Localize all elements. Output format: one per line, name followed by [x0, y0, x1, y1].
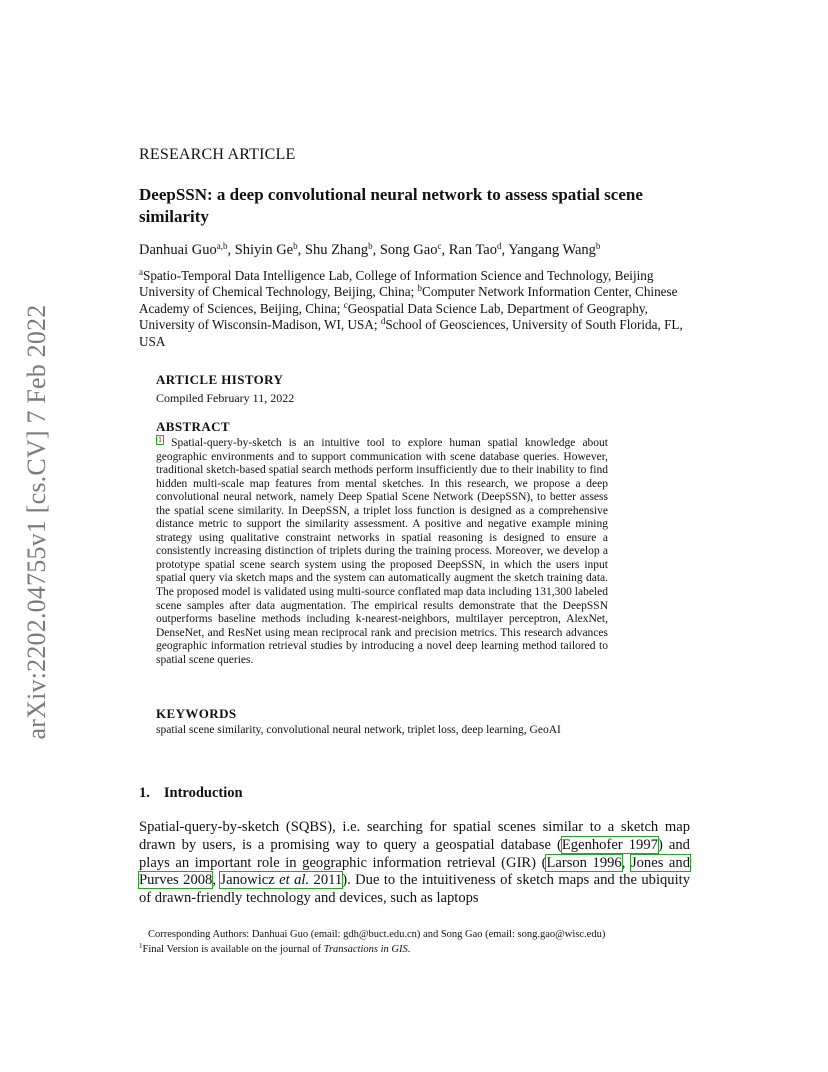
- introduction-text: ). Due to the intuitiveness of sketch maps and the ubiquity of drawn-friendly technology and devices, such as laptops: [139, 872, 691, 907]
- footnote-link[interactable]: 1: [158, 435, 162, 444]
- footnotes: [139, 928, 699, 957]
- author-affiliation-mark: c: [437, 241, 442, 251]
- author-name: Yangang Wang: [508, 242, 596, 258]
- keywords-heading: KEYWORDS: [156, 706, 237, 721]
- author-name: Danhuai Guo: [139, 242, 217, 258]
- arxiv-stamp: [22, 292, 52, 752]
- affiliation-text: School of Geosciences, University of South Florida, FL, USA: [139, 317, 683, 349]
- affiliation-key: a: [139, 267, 143, 277]
- introduction-text: ,: [212, 872, 221, 889]
- section-title: Introduction: [163, 785, 243, 801]
- abstract: [156, 419, 608, 667]
- author-affiliation-mark: d: [496, 241, 502, 251]
- author-name: Shu Zhang: [304, 242, 369, 258]
- compiled-date: Compiled February 11, 2022: [156, 391, 295, 405]
- author-affiliation-mark: a,b: [216, 241, 228, 251]
- author-affiliation-mark: b: [293, 241, 298, 251]
- author-name: Song Gao: [379, 242, 438, 258]
- citation-link[interactable]: Egenhofer 1997: [561, 836, 658, 853]
- corresponding-authors-note: Corresponding Authors: Danhuai Guo (email: gdh@buct.edu.cn) and Song Gao (email: song.gao@wisc.edu): [148, 929, 606, 940]
- abstract-body: Spatial-query-by-sketch is an intuitive tool to explore human spatial knowledge about geographic environments and to support communication with scene database queries. However, traditional sketch-based spatial search methods perform insufficiently due to their inability to find hidden multi-scale map features from mental sketches. In this research, we propose a deep convolutional neural network, namely Deep Spatial Scene Network (DeepSSN), to better assess the spatial scene similarity. In DeepSSN, a triplet loss function is designed as a comprehensive distance metric to support the similarity assessment. A positive and negative example mining strategy using qualitative constraint networks in spatial reasoning is designed to ensure a consistently increasing distinction of triplets during the training process. Moreover, we develop a prototype spatial scene search system using the proposed DeepSSN, in which the users input spatial query via sketch maps and the system can automatically augment the sketch training data. The proposed model is validated using multi-source conflated map data including 131,300 labeled scene samples after data augmentation. The empirical results demonstrate that the DeepSSN outperforms baseline methods including k-nearest-neighbors, multilayer perceptron, AlexNet, DenseNet, and ResNet using mean reciprocal rank and precision metrics. This research advances geographic information retrieval studies by introducing a novel deep learning method tailored to spatial scene queries.: [156, 437, 608, 666]
- footnote-pre: Final Version is available on the journal of: [142, 943, 324, 955]
- affiliation-text: Computer Network Information Center, Chinese Academy of Sciences, Beijing, China;: [139, 284, 678, 316]
- abstract-heading: ABSTRACT: [156, 419, 230, 434]
- author: [508, 242, 600, 258]
- article-label: RESEARCH ARTICLE: [139, 146, 296, 163]
- citation-link[interactable]: Jones and Purves 2008: [139, 854, 690, 889]
- article-history: [156, 372, 626, 406]
- footnote-1: [139, 943, 699, 958]
- author-name: Ran Tao: [448, 242, 497, 258]
- section-heading-introduction: [139, 785, 243, 802]
- affiliation-key: d: [380, 316, 386, 327]
- abstract-text: [156, 435, 608, 667]
- footnote-post: .: [407, 943, 411, 955]
- journal-name: Transactions in GIS: [323, 943, 408, 955]
- author: [139, 242, 227, 258]
- footnote-mark: 1: [139, 941, 143, 950]
- author: [305, 242, 373, 258]
- section-number: 1.: [139, 785, 150, 801]
- keywords-text: spatial scene similarity, convolutional neural network, triplet loss, deep learning, GeoAI: [156, 724, 561, 736]
- affiliation-text: Geospatial Data Science Lab, Department of Geography, University of Wisconsin-Madison, WI, USA;: [139, 300, 648, 333]
- introduction-text: Spatial-query-by-sketch (SQBS), i.e. searching for spatial scenes similar to a sketch map drawn by users, is a promising way to query a geospatial database (: [139, 819, 690, 853]
- introduction-text: ) and plays an important role in geographic information retrieval (GIR) (: [139, 836, 690, 871]
- paper-title: DeepSSN: a deep convolutional neural network to assess spatial scene similarity: [139, 185, 643, 226]
- citation-link[interactable]: Janowicz et al. 2011: [220, 872, 343, 889]
- affiliation-key: b: [417, 283, 423, 294]
- author: [235, 242, 298, 258]
- author-name: Shiyin Ge: [234, 242, 294, 258]
- author: [449, 242, 502, 258]
- affiliation-text: Spatio-Temporal Data Intelligence Lab, College of Information Science and Technology, Beijing University of Chemical Technology, Beijing, China;: [139, 268, 654, 300]
- citation-link[interactable]: Larson 1996: [546, 854, 622, 871]
- introduction-paragraph: [139, 819, 690, 908]
- keywords: [156, 706, 608, 737]
- introduction-text: ,: [621, 854, 631, 871]
- author: [380, 242, 442, 258]
- article-history-heading: ARTICLE HISTORY: [156, 372, 284, 387]
- affiliation-key: c: [343, 299, 348, 310]
- author-list: Danhuai Guo$^{a,b}$, Shiyin Ge$^b$, Shu Zhang$^b$, Song Gao$^c$, Ran Tao$^d$, Yangang Wang$^b$: [139, 241, 601, 258]
- author-affiliation-mark: b: [368, 241, 373, 251]
- affiliations: [139, 268, 691, 350]
- arxiv-id: arXiv:2202.04755v1 [cs.CV] 7 Feb 2022: [22, 304, 51, 740]
- author-affiliation-mark: b: [595, 241, 601, 251]
